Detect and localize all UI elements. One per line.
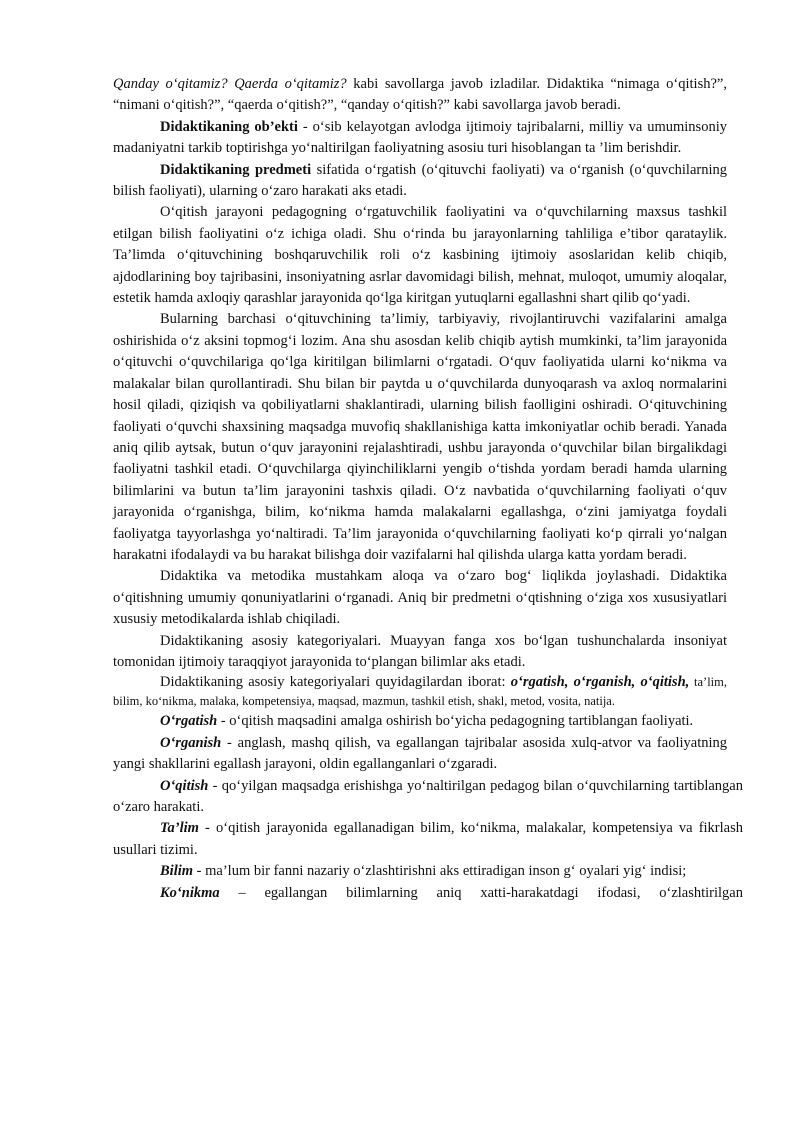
definition-orgatish [113, 711, 727, 732]
categories-rest: ta’lim, bilim, ko‘nikma, malaka, kompetensiya, maqsad, mazmun, tashkil etish, shakl, metod, vosita, natija. [113, 675, 727, 709]
document-page [113, 74, 743, 904]
paragraph-text: sifatida o‘rgatish (o‘qituvchi faoliyati) va o‘rganish (o‘quvchilarning bilish faoliyati), ularning o‘zaro harakati aks etadi. [113, 161, 727, 200]
paragraph-didactics-methodology: Didaktika va metodika mustahkam aloqa va o‘zaro bog‘ liqlikda joylashadi. Didaktika o‘qitishning umumiy qonuniyatlarini o‘rganadi. Aniq bir predmetni o‘qtishning o‘ziga xos xususiyatlari xususiy metodikalarda ishlab chiqiladi. [113, 568, 727, 628]
definition-oqitish [113, 776, 743, 819]
paragraph-categories-intro: Didaktikaning asosiy kategoriyalari. Muayyan fanga xos bo‘lgan tushunchalarda insoniyat tomonidan ijtimoiy taraqqiyot jarayonida to‘plangan bilimlar aks etadi. [113, 632, 727, 670]
definition-talim [113, 818, 743, 861]
definition-term: O‘rganish [160, 734, 222, 751]
definition-text: - ma’lum bir fanni nazariy o‘zlashtirishni aks ettiradigan inson g‘ oyalari yig‘ indisi; [193, 863, 687, 880]
categories-lead: Didaktikaning asosiy kategoriyalari quyidagilardan iborat: [160, 674, 511, 691]
definition-term: Ta’lim [160, 820, 199, 837]
definition-organish [113, 733, 727, 776]
paragraph-didactics-subject [113, 160, 727, 203]
definition-term: Bilim [160, 863, 194, 880]
definition-text: - o‘qitish jarayonida egallanadigan bilim, ko‘nikma, malakalar, kompetensiya va fikrlash usullari tizimi. [113, 820, 743, 858]
paragraph-teacher-functions: Bularning barchasi o‘qituvchining ta’limiy, tarbiyaviy, rivojlantiruvchi vazifalarini amalga oshirishida o‘z aksini topmog‘i lozim. Ana shu asosdan kelib chiqib aytish mumkinki, ta’lim jarayonida o‘qituvchi o‘quvchilariga qo‘lga kiritilgan bilimlarni o‘rgatadi. O‘quv faoliyatida ularni ko‘nikma va malakalar bilan qurollantiradi. Shu bilan bir paytda u o‘quvchilarda dunyoqarash va axloq normalarini hosil qiladi, qiziqish va qobiliyatlarni shaklantiradi, ularning bilish faolligini oshiradi. O‘qituvchining faoliyati o‘quvchi shaxsining maqsadga muvofiq shakllanishiga katta imkoniyatlar ochib beradi. Yanada aniq qilib aytsak, butun o‘quv jarayonini rejalashtiradi, ushbu jarayonda o‘quvchilar bilan birgalikdagi faoliyatni tashkil etadi. O‘quvchilarga qiyinchiliklarni yengib o‘tishda yordam beradi hamda ularning bilimlarini va butun ta’lim jarayonini tashxis qiladi. O‘z navbatida o‘quvchilarning faoliyati o‘quv jarayonida o‘rganishga, bilim, ko‘nikma hamda malakalarni egallashga, o‘zini jamiyatga foydali faoliyatga tayyorlashga yo‘naltiradi. Ta’lim jarayonida o‘quvchilarning faoliyati ko‘p qirrali yo‘nalgan harakatni ifodalaydi va bu harakat bilishga doir vazifalarni hal qilishda ularga katta yordam beradi. [113, 311, 727, 563]
paragraph-intro-questions [113, 74, 727, 117]
paragraph-categories-list [113, 673, 727, 711]
definition-bilim [113, 861, 743, 882]
paragraph-text: kabi savollarga javob izladilar. Didaktika “nimaga o‘qitish?”, “nimani o‘qitish?”, “qaerda o‘qitish?”, “qanday o‘qitish?” kabi savollarga javob beradi. [113, 76, 727, 114]
definition-konikma [113, 883, 743, 904]
definition-text: - o‘qitish maqsadini amalga oshirish bo‘yicha pedagogning tartiblangan faoliyati. [217, 713, 694, 730]
definition-term: Ko‘nikma [160, 884, 220, 901]
term-didactics-subject: Didaktikaning predmeti [160, 161, 312, 178]
term-didactics-object: Didaktikaning ob’ekti [160, 118, 298, 135]
definition-text: - qo‘yilgan maqsadga erishishga yo‘naltirilgan pedagog bilan o‘quvchilarning tartiblangan o‘zaro harakati. [113, 777, 743, 815]
paragraph-text: - o‘sib kelayotgan avlodga ijtimoiy tajribalarni, milliy va umuminsoniy madaniyatni tarkib toptirishga yo‘naltirilgan faoliyatning asosiu turi hisoblangan ta ’lim berishdir. [113, 118, 727, 157]
definition-text: - anglash, mashq qilish, va egallangan tajribalar asosida xulq-atvor va faoliyatning yangi shakllarini egallash jarayoni, oldin egallanganlari o‘zgaradi. [113, 734, 727, 773]
definition-term: O‘rgatish [160, 713, 218, 730]
paragraph-teaching-process: O‘qitish jarayoni pedagogning o‘rgatuvchilik faoliyatini va o‘quvchilarning maxsus tashkil etilgan bilish faoliyatini o‘z ichiga oladi. Shu o‘rinda bu jarayonlarning tahliliga e’tibor qarataylik. Ta’limda o‘qituvchining boshqaruvchilik roli o‘z kasbining ijtimoiy asoslaridan kelib chiqib, ajdodlarining boy tajribasini, insoniyatning asrlar davomidagi bilish, mehnat, muloqot, umumiy aloqalar, estetik hamda axloqiy qarashlar jarayonida qo‘lga kiritgan yutuqlarni egallashni shart qilib qo‘yadi. [113, 204, 727, 307]
categories-bold-terms: o‘rgatish, o‘rganish, o‘qitish, [510, 674, 690, 691]
paragraph-didactics-object [113, 117, 727, 160]
definition-term: O‘qitish [160, 777, 209, 794]
definition-text: – egallangan bilimlarning aniq xatti-harakatdagi ifodasi, o‘zlashtirilgan [219, 884, 743, 901]
italic-questions: Qanday o‘qitamiz? Qaerda o‘qitamiz? [113, 76, 347, 92]
